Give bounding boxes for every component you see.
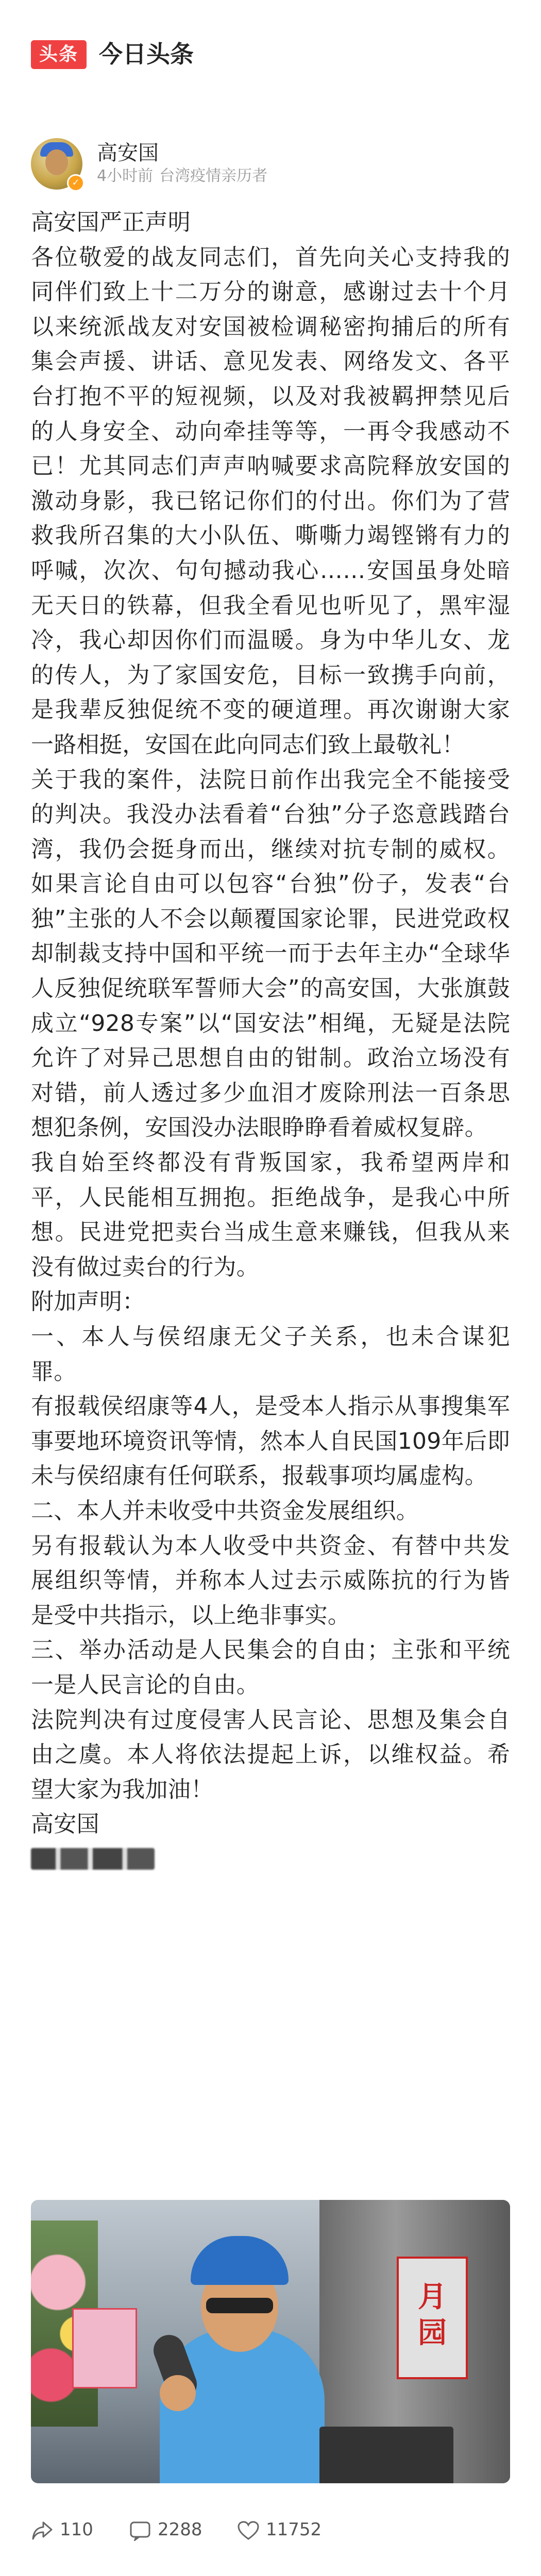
share-count: 110 bbox=[60, 2519, 93, 2540]
article-paragraph: 一、本人与侯绍康无父子关系，也未合谋犯罪。 bbox=[31, 1324, 510, 1385]
author-row[interactable] bbox=[31, 138, 510, 195]
post-time: 4小时前 bbox=[97, 167, 154, 185]
article-paragraph: 三、举办活动是人民集会的自由；主张和平统一是人民言论的自由。 bbox=[31, 1637, 510, 1698]
article-paragraph: 二、本人并未收受中共资金发展组织。 bbox=[31, 1497, 419, 1524]
article-paragraph: 我自始至终都没有背叛国家，我希望两岸和平，人民能相互拥抱。拒绝战争，是我心中所想。民进党把卖台当成生意来赚钱，但我从来没有做过卖台的行为。 bbox=[31, 1149, 510, 1280]
article-paragraph: 关于我的案件，法院日前作出我完全不能接受的判决。我没办法看着“台独”分子恣意践踏台湾，我仍会挺身而出，继续对抗专制的威权。如果言论自由可以包容“台独”份子，发表“台独”主张的人不会以颠覆国家论罪，民进党政权却制裁支持中国和平统一而于去年主办“全球华人反独促统联军誓师大会”的高安国，大张旗鼓成立“928专案”以“国安法”相绳，无疑是法院允许了对异己思想自由的钳制。政治立场没有对错，前人透过多少血泪才废除刑法一百条思想犯条例，安国没办法眼睁睁看着威权复辟。 bbox=[31, 766, 510, 1141]
article-paragraph: 另有报载认为本人收受中共资金、有替中共发展组织等情，并称本人过去示威陈抗的行为皆是受中共指示，以上绝非事实。 bbox=[31, 1532, 510, 1629]
article-paragraph: 各位敬爱的战友同志们，首先向关心支持我的同伴们致上十二万分的谢意，感谢过去十个月以来统派战友对安国被检调秘密拘捕后的所有集会声援、讲话、意见发表、网络发文、各平台打抱不平的短视频，以及对我被羁押禁见后的人身安全、动向牵挂等等，一再令我感动不已！尤其同志们声声呐喊要求高院释放安国的激动身影，我已铭记你们的付出。你们为了营救我所召集的大小队伍、嘶嘶力竭铿锵有力的呼喊，次次、句句撼动我心……安国虽身处暗无天日的铁幕，但我全看见也听见了，黑牢湿冷，我心却因你们而温暖。身为中华儿女、龙的传人，为了家国安危，目标一致携手向前，是我辈反独促统不变的硬道理。再次谢谢大家一路相挺，安国在此向同志们致上最敬礼！ bbox=[31, 244, 510, 758]
like-count: 11752 bbox=[266, 2519, 322, 2540]
like-button[interactable] bbox=[237, 2514, 322, 2545]
action-bar bbox=[31, 2514, 510, 2545]
article-photo[interactable] bbox=[31, 2200, 510, 2483]
appendix-heading: 附加声明： bbox=[31, 1289, 145, 1315]
signature: 高安国 bbox=[31, 1811, 99, 1838]
heart-icon bbox=[237, 2520, 260, 2541]
toutiao-logo: 头条 bbox=[31, 40, 87, 69]
app-header bbox=[0, 0, 541, 118]
comment-button[interactable] bbox=[129, 2514, 202, 2545]
signature-date-redacted bbox=[31, 1842, 510, 1877]
article-title: 高安国严正声明 bbox=[31, 209, 191, 235]
share-icon bbox=[31, 2520, 54, 2541]
app-name: 今日头条 bbox=[99, 40, 194, 68]
article-paragraph: 有报载侯绍康等4人，是受本人指示从事搜集军事要地环境资讯等情，然本人自民国109年后即未与侯绍康有任何联系，报载事项均属虚构。 bbox=[31, 1393, 510, 1489]
author-name[interactable]: 高安国 bbox=[97, 141, 159, 165]
author-description: 台湾疫情亲历者 bbox=[159, 167, 268, 185]
verified-badge-icon: ✓ bbox=[67, 174, 84, 192]
author-meta bbox=[97, 165, 274, 188]
comment-icon bbox=[129, 2520, 151, 2541]
photo-sign: 月 园 bbox=[397, 2257, 468, 2379]
article-paragraph: 法院判决有过度侵害人民言论、思想及集会自由之虞。本人将依法提起上诉，以维权益。希望大家为我加油！ bbox=[31, 1706, 510, 1803]
share-button[interactable] bbox=[31, 2514, 93, 2545]
comment-count: 2288 bbox=[158, 2519, 202, 2540]
article-body bbox=[31, 205, 510, 1877]
